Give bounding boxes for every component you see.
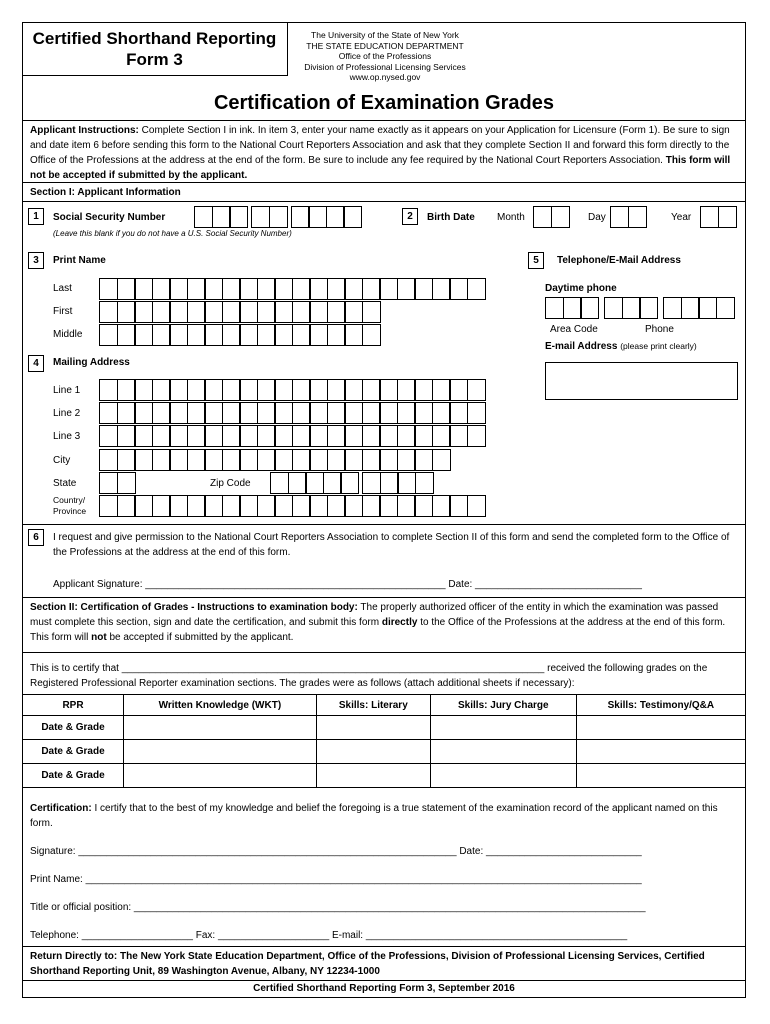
item-5-number: 5 (528, 252, 544, 269)
certify-statement[interactable]: This is to certify that ____________________________________________________________________________ received the following grades on the Registered Professional Reporter examination sections. The grades were as follows (attach additional sheets if necessary): (30, 663, 708, 689)
return-address: Return Directly to: The New York State Education Department, Office of the Professions, Division of Professional Licensing Services, Certified Shorthand Reporting Unit, 89 Washington Avenue, Albany, NY 12234-1000 (30, 951, 705, 977)
state-input[interactable] (99, 472, 134, 494)
page-title: Certification of Examination Grades (213, 92, 555, 114)
grade-cell[interactable] (124, 716, 317, 740)
country-label-line: Province (53, 506, 87, 516)
table-row (23, 740, 746, 764)
grade-cell[interactable] (124, 740, 317, 764)
city-input[interactable] (99, 449, 449, 471)
table-row (23, 716, 746, 740)
divider (22, 980, 746, 981)
section2-title: Section II: Certification of Grades - Instructions to examination body: (30, 602, 358, 613)
agency-line: The University of the State of New York (311, 30, 459, 40)
zip-code-label: Zip Code (210, 478, 251, 489)
country-label (53, 495, 86, 517)
applicant-signature-line[interactable]: Applicant Signature: ______________________________________________________ Date: ______________________________ (53, 579, 642, 590)
instructions-label: Applicant Instructions: (30, 125, 139, 136)
last-name-label: Last (53, 283, 72, 294)
address-line3-input[interactable] (99, 425, 484, 447)
print-name-label: Print Name (53, 255, 106, 266)
row-label: Date & Grade (23, 740, 124, 764)
certifier-title-line[interactable]: Title or official position: ____________________________________________________________________________________________ (30, 902, 646, 913)
table-header-row (23, 695, 746, 716)
item-3-number: 3 (28, 252, 44, 269)
address-line2-input[interactable] (99, 402, 484, 424)
email-input[interactable] (545, 362, 738, 400)
last-name-input[interactable] (99, 278, 484, 300)
agency-line: Office of the Professions (338, 51, 432, 61)
email-label-row (545, 341, 697, 352)
form-title-box (22, 22, 288, 76)
section2-instructions (30, 600, 740, 645)
address-line2-label: Line 2 (53, 408, 81, 419)
form-number: Form 3 (126, 50, 183, 69)
divider (22, 652, 746, 653)
form-footer: Certified Shorthand Reporting Form 3, September 2016 (253, 983, 515, 994)
column-header: RPR (23, 695, 124, 716)
section2-text: to the Office of the Professions at the address at the end of this form. This form will (30, 617, 726, 643)
grade-cell[interactable] (124, 764, 317, 788)
first-name-label: First (53, 306, 73, 317)
phone-prefix-input[interactable] (604, 297, 657, 319)
certifier-signature-line[interactable]: Signature: ____________________________________________________________________ Date: ____________________________ (30, 846, 642, 857)
phone-label: Phone (645, 324, 674, 335)
section2-emphasis: not (91, 632, 107, 643)
section2-text: The properly authorized officer of the entity in which the examination was passed must complete this section, sign and date the certification, and submit this form (30, 602, 719, 628)
column-header: Skills: Literary (316, 695, 430, 716)
permission-text: I request and give permission to the National Court Reporters Association to complete Section II of this form and send the completed form to the Office of the Professions at the address at the end of this form. (53, 532, 730, 558)
address-line3-label: Line 3 (53, 431, 81, 442)
grade-cell[interactable] (316, 764, 430, 788)
birth-day-input[interactable] (610, 206, 645, 228)
certification-text: I certify that to the best of my knowledge and belief the foregoing is a true statement of the examination record of the applicant named on this form. (30, 803, 718, 829)
item-2-number: 2 (402, 208, 418, 225)
birth-year-input[interactable] (700, 206, 735, 228)
section2-emphasis: directly (381, 617, 418, 628)
row-label: Date & Grade (23, 716, 124, 740)
divider (22, 201, 746, 202)
month-label: Month (497, 212, 525, 223)
zip-code-input[interactable] (270, 472, 432, 494)
section2-text: be accepted if submitted by the applicant. (106, 632, 294, 643)
certification-label: Certification: (30, 803, 92, 814)
agency-website[interactable]: www.op.nysed.gov (349, 72, 421, 82)
grades-table (22, 694, 746, 788)
area-code-input[interactable] (545, 297, 598, 319)
area-code-label: Area Code (550, 324, 598, 335)
daytime-phone-label: Daytime phone (545, 283, 617, 294)
birth-date-label: Birth Date (427, 212, 475, 223)
instructions-warning: This form will not be accepted if submitted by the applicant. (30, 155, 731, 181)
city-label: City (53, 455, 71, 466)
grade-cell[interactable] (576, 740, 745, 764)
ssn-label: Social Security Number (53, 212, 166, 223)
mailing-address-label: Mailing Address (53, 357, 130, 368)
phone-number-input[interactable] (663, 297, 733, 319)
item-6-number: 6 (28, 529, 44, 546)
item-4-number: 4 (28, 355, 44, 372)
grade-cell[interactable] (576, 716, 745, 740)
instructions-text: Complete Section I in ink. In item 3, enter your name exactly as it appears on your Application for Licensure (Form 1). Be sure to sign and date item 6 before sending this form to the National Court Reporters Association and ask that they complete Section II and forward this form directly to the Office of the Professions at the address at the end of the form. Be sure to include any fee required by the National Court Reporters Association. (30, 125, 730, 166)
agency-line: Division of Professional Licensing Services (304, 61, 466, 72)
address-line1-input[interactable] (99, 379, 484, 401)
year-label: Year (671, 212, 692, 223)
divider (22, 946, 746, 947)
column-header: Skills: Jury Charge (430, 695, 576, 716)
grade-cell[interactable] (430, 716, 576, 740)
divider (22, 597, 746, 598)
column-header: Skills: Testimony/Q&A (576, 695, 745, 716)
grade-cell[interactable] (430, 764, 576, 788)
middle-name-label: Middle (53, 329, 83, 340)
applicant-instructions (30, 123, 740, 183)
country-label-line: Country/ (53, 495, 86, 505)
divider (22, 524, 746, 525)
ssn-input[interactable] (194, 206, 361, 228)
divider (22, 182, 746, 183)
form-title: Certified Shorthand Reporting (32, 29, 277, 48)
email-note: (please print clearly) (620, 341, 697, 351)
column-header: Written Knowledge (WKT) (124, 695, 317, 716)
grade-cell[interactable] (316, 716, 430, 740)
state-label: State (53, 478, 77, 489)
certifier-print-name-line[interactable]: Print Name: ____________________________________________________________________________________________________ (30, 874, 642, 885)
country-input[interactable] (99, 495, 484, 517)
agency-line: THE STATE EDUCATION DEPARTMENT (306, 40, 464, 51)
table-row (23, 764, 746, 788)
first-name-input[interactable] (99, 301, 379, 323)
item-1-number: 1 (28, 208, 44, 225)
divider (22, 120, 746, 121)
email-label: E-mail Address (545, 341, 618, 352)
grade-cell[interactable] (576, 764, 745, 788)
telephone-email-label: Telephone/E-Mail Address (557, 255, 681, 266)
ssn-note: (Leave this blank if you do not have a U.S. Social Security Number) (53, 229, 292, 238)
address-line1-label: Line 1 (53, 385, 81, 396)
day-label: Day (588, 212, 606, 223)
row-label: Date & Grade (23, 764, 124, 788)
grade-cell[interactable] (316, 740, 430, 764)
grade-cell[interactable] (430, 740, 576, 764)
birth-month-input[interactable] (533, 206, 568, 228)
agency-header (288, 30, 482, 83)
section1-title: Section I: Applicant Information (30, 187, 181, 198)
certifier-contact-line[interactable]: Telephone: ____________________ Fax: ____________________ E-mail: _______________________________________________ (30, 930, 628, 941)
certification-statement (30, 801, 740, 831)
middle-name-input[interactable] (99, 324, 379, 346)
